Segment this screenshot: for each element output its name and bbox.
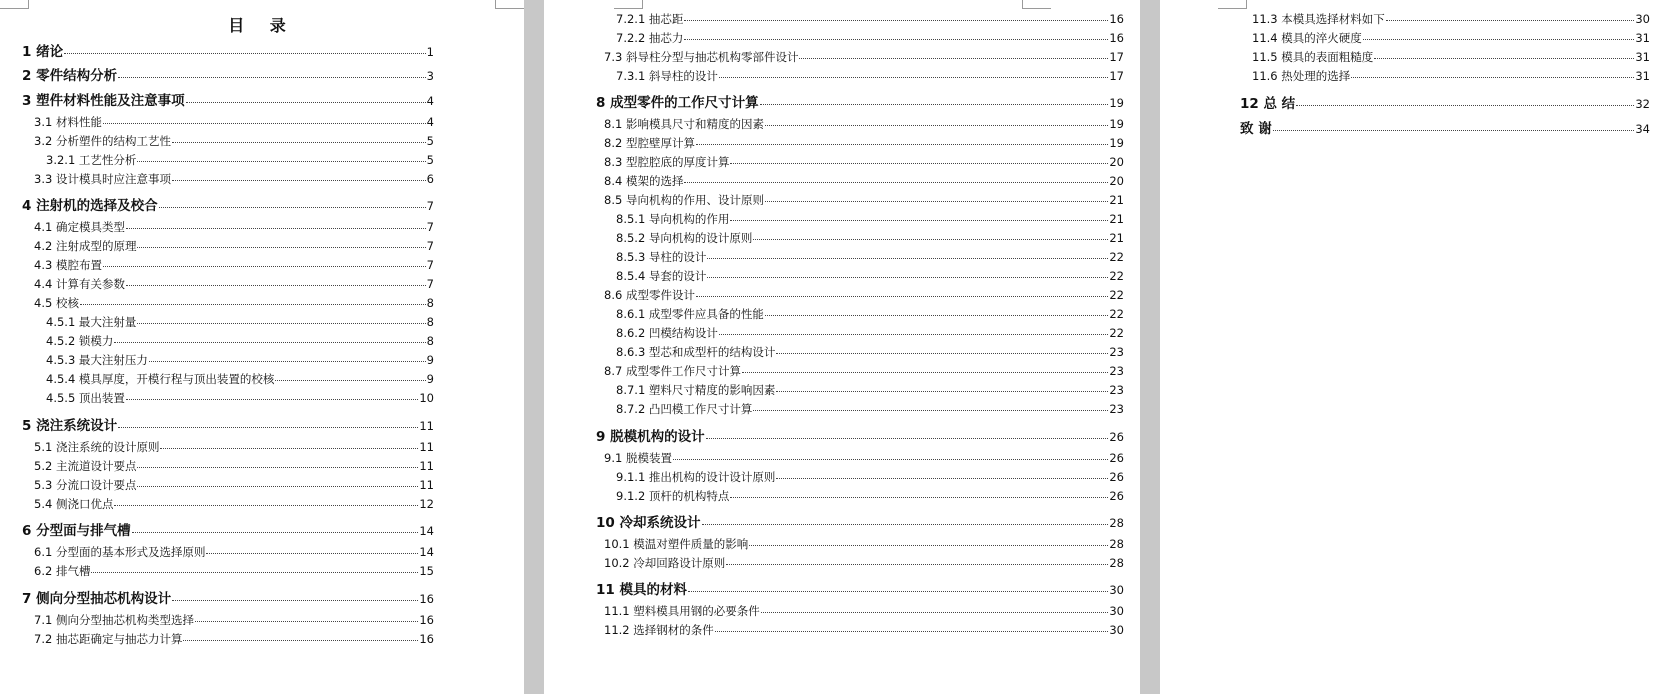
toc-entry[interactable] — [46, 352, 434, 368]
toc-entry[interactable] — [1252, 11, 1650, 27]
toc-entry-page-number: 3 — [426, 69, 434, 83]
document-page-2 — [544, 0, 1140, 694]
toc-entry-page-number: 21 — [1109, 193, 1124, 207]
dot-leader — [118, 76, 426, 78]
toc-entry-page-number: 4 — [426, 115, 434, 129]
toc-entry-label: 8.5.4 导套的设计 — [616, 269, 707, 283]
toc-entry-page-number: 9 — [426, 353, 434, 367]
toc-entry[interactable] — [616, 488, 1124, 504]
toc-entry-label: 4.5.3 最大注射压力 — [46, 353, 148, 367]
toc-entry[interactable] — [604, 49, 1124, 65]
toc-entry-page-number: 5 — [426, 134, 434, 148]
toc-entry-label: 7.2.2 抽芯力 — [616, 31, 684, 45]
dot-leader — [1374, 57, 1634, 59]
dot-leader — [103, 265, 426, 267]
dot-leader — [684, 38, 1108, 40]
dot-leader — [1363, 38, 1635, 40]
dot-leader — [137, 160, 425, 162]
toc-entry-page-number: 7 — [426, 199, 434, 213]
toc-entry-page-number: 22 — [1109, 250, 1124, 264]
toc-entry-page-number: 34 — [1635, 122, 1650, 136]
toc-entry[interactable] — [604, 154, 1124, 170]
crop-mark — [0, 0, 29, 9]
document-page-3 — [1160, 0, 1673, 694]
toc-entry-label: 9 脱模机构的设计 — [596, 429, 705, 445]
toc-entry[interactable] — [46, 371, 434, 387]
toc-entry-label: 致 谢 — [1240, 121, 1272, 137]
dot-leader — [707, 276, 1108, 278]
toc-entry[interactable] — [22, 40, 434, 60]
toc-entry[interactable] — [34, 458, 434, 474]
toc-entry-label: 11.1 塑料模具用钢的必要条件 — [604, 604, 760, 618]
toc-entry-page-number: 23 — [1109, 345, 1124, 359]
toc-entry[interactable] — [46, 152, 434, 168]
toc-entry[interactable] — [616, 211, 1124, 227]
toc-entry-page-number: 26 — [1109, 470, 1124, 484]
toc-entry-page-number: 16 — [1109, 31, 1124, 45]
toc-entry-label: 8.6 成型零件设计 — [604, 288, 695, 302]
dot-leader — [195, 620, 418, 622]
toc-entry[interactable] — [616, 344, 1124, 360]
toc-entry-label: 6.1 分型面的基本形式及选择原则 — [34, 545, 206, 559]
toc-entry-page-number: 4 — [426, 94, 434, 108]
toc-entry-page-number: 11 — [419, 459, 434, 473]
toc-entry-page-number: 1 — [426, 45, 434, 59]
toc-entry-label: 11.4 模具的淬火硬度 — [1252, 31, 1362, 45]
crop-mark — [495, 0, 524, 9]
dot-leader — [749, 544, 1108, 546]
toc-entry[interactable] — [34, 631, 434, 647]
toc-title: 目 录 — [228, 16, 296, 35]
toc-entry-label: 11.3 本模具选择材料如下 — [1252, 12, 1385, 26]
dot-leader — [114, 504, 418, 506]
dot-leader — [118, 426, 418, 428]
toc-entry-label: 10 冷却系统设计 — [596, 515, 701, 531]
toc-entry[interactable] — [46, 390, 434, 406]
toc-entry-page-number: 31 — [1635, 50, 1650, 64]
toc-entry-page-number: 7 — [426, 220, 434, 234]
toc-entry-label: 4.5.1 最大注射量 — [46, 315, 137, 329]
dot-leader — [159, 206, 426, 208]
toc-entry-page-number: 16 — [419, 613, 434, 627]
dot-leader — [114, 341, 425, 343]
toc-entry-page-number: 30 — [1109, 583, 1124, 597]
toc-entry[interactable] — [34, 295, 434, 311]
toc-entry-label: 1 绪论 — [22, 44, 64, 60]
toc-entry-label: 9.1 脱模装置 — [604, 451, 672, 465]
toc-entry[interactable] — [604, 536, 1124, 552]
dot-leader — [206, 552, 418, 554]
dot-leader — [702, 523, 1109, 525]
dot-leader — [730, 496, 1108, 498]
dot-leader — [64, 52, 426, 54]
dot-leader — [799, 57, 1108, 59]
toc-entry[interactable] — [604, 287, 1124, 303]
toc-entry[interactable] — [596, 511, 1124, 531]
toc-entry[interactable] — [616, 249, 1124, 265]
toc-entry-page-number: 19 — [1109, 96, 1124, 110]
toc-entry-page-number: 16 — [419, 632, 434, 646]
dot-leader — [1386, 19, 1635, 21]
toc-entry[interactable] — [22, 587, 434, 607]
crop-mark — [1022, 0, 1051, 9]
toc-entry[interactable] — [22, 194, 434, 214]
toc-entry[interactable] — [616, 30, 1124, 46]
toc-entry-page-number: 30 — [1109, 623, 1124, 637]
toc-entry[interactable] — [34, 257, 434, 273]
toc-entry[interactable] — [1240, 92, 1650, 112]
toc-entry[interactable] — [616, 401, 1124, 417]
dot-leader — [126, 284, 426, 286]
dot-leader — [137, 466, 418, 468]
toc-entry[interactable] — [604, 135, 1124, 151]
toc-entry-page-number: 8 — [426, 334, 434, 348]
toc-entry[interactable] — [34, 276, 434, 292]
toc-entry-page-number: 12 — [419, 497, 434, 511]
toc-entry-page-number: 31 — [1635, 31, 1650, 45]
toc-entry[interactable] — [34, 133, 434, 149]
toc-entry-page-number: 22 — [1109, 288, 1124, 302]
toc-entry-page-number: 23 — [1109, 402, 1124, 416]
dot-leader — [186, 101, 426, 103]
dot-leader — [776, 352, 1108, 354]
dot-leader — [776, 390, 1108, 392]
dot-leader — [715, 630, 1109, 632]
toc-entry[interactable] — [596, 578, 1124, 598]
dot-leader — [183, 639, 418, 641]
toc-entry-label: 6.2 排气槽 — [34, 564, 91, 578]
toc-entry-label: 7.3 斜导柱分型与抽芯机构零部件设计 — [604, 50, 799, 64]
toc-entry-label: 3.2 分析塑件的结构工艺性 — [34, 134, 171, 148]
dot-leader — [688, 590, 1108, 592]
dot-leader — [149, 360, 426, 362]
dot-leader — [719, 333, 1108, 335]
toc-entry[interactable] — [596, 91, 1124, 111]
toc-entry[interactable] — [604, 192, 1124, 208]
toc-entry-label: 5.2 主流道设计要点 — [34, 459, 137, 473]
dot-leader — [719, 76, 1108, 78]
toc-entry-label: 2 零件结构分析 — [22, 68, 118, 84]
toc-entry-label: 11 模具的材料 — [596, 582, 687, 598]
toc-entry[interactable] — [22, 414, 434, 434]
toc-entry[interactable] — [1240, 117, 1650, 137]
toc-entry[interactable] — [46, 314, 434, 330]
dot-leader — [91, 571, 418, 573]
toc-entry-label: 8.4 模架的选择 — [604, 174, 684, 188]
dot-leader — [760, 103, 1109, 105]
toc-entry-page-number: 28 — [1109, 537, 1124, 551]
toc-entry-label: 8.5.1 导向机构的作用 — [616, 212, 730, 226]
toc-entry-label: 8.7.1 塑料尺寸精度的影响因素 — [616, 383, 776, 397]
toc-entry-page-number: 14 — [419, 545, 434, 559]
toc-entry-label: 9.1.2 顶杆的机构特点 — [616, 489, 730, 503]
dot-leader — [80, 303, 426, 305]
dot-leader — [1296, 104, 1634, 106]
toc-entry[interactable] — [46, 333, 434, 349]
toc-entry-page-number: 23 — [1109, 364, 1124, 378]
toc-entry-label: 8.7.2 凸凹模工作尺寸计算 — [616, 402, 753, 416]
toc-entry[interactable] — [34, 544, 434, 560]
toc-entry[interactable] — [604, 363, 1124, 379]
toc-entry[interactable] — [34, 114, 434, 130]
toc-entry-page-number: 22 — [1109, 326, 1124, 340]
crop-mark — [1218, 0, 1247, 9]
toc-entry-page-number: 19 — [1109, 136, 1124, 150]
toc-entry-page-number: 30 — [1109, 604, 1124, 618]
toc-entry-page-number: 11 — [419, 478, 434, 492]
dot-leader — [707, 257, 1108, 259]
toc-entry-page-number: 17 — [1109, 50, 1124, 64]
toc-entry[interactable] — [22, 64, 434, 84]
dot-leader — [730, 162, 1108, 164]
dot-leader — [765, 200, 1108, 202]
toc-entry-label: 8.5.3 导柱的设计 — [616, 250, 707, 264]
toc-entry-label: 4.3 模腔布置 — [34, 258, 102, 272]
document-page-1 — [0, 0, 524, 694]
toc-entry[interactable] — [34, 439, 434, 455]
dot-leader — [1273, 129, 1635, 131]
dot-leader — [726, 563, 1108, 565]
toc-entry[interactable] — [604, 116, 1124, 132]
toc-entry[interactable] — [34, 238, 434, 254]
toc-entry-label: 7.2 抽芯距确定与抽芯力计算 — [34, 632, 183, 646]
toc-entry-label: 6 分型面与排气槽 — [22, 523, 131, 539]
toc-entry-page-number: 19 — [1109, 117, 1124, 131]
toc-entry-label: 7.2.1 抽芯距 — [616, 12, 684, 26]
toc-entry-label: 3.3 设计模具时应注意事项 — [34, 172, 171, 186]
toc-entry-page-number: 21 — [1109, 231, 1124, 245]
dot-leader — [765, 124, 1108, 126]
toc-entry-label: 3.1 材料性能 — [34, 115, 102, 129]
dot-leader — [172, 141, 426, 143]
toc-entry[interactable] — [604, 555, 1124, 571]
toc-entry[interactable] — [22, 89, 434, 109]
toc-entry-label: 5.4 侧浇口优点 — [34, 497, 114, 511]
toc-entry-label: 4.4 计算有关参数 — [34, 277, 125, 291]
toc-entry[interactable] — [34, 563, 434, 579]
toc-entry-label: 4.5 校核 — [34, 296, 79, 310]
dot-leader — [137, 246, 425, 248]
toc-entry[interactable] — [34, 219, 434, 235]
toc-entry-label: 7 侧向分型抽芯机构设计 — [22, 591, 172, 607]
toc-entry-page-number: 10 — [419, 391, 434, 405]
toc-entry[interactable] — [1252, 49, 1650, 65]
dot-leader — [706, 437, 1109, 439]
toc-entry-label: 3.2.1 工艺性分析 — [46, 153, 137, 167]
dot-leader — [1351, 76, 1634, 78]
toc-entry-page-number: 8 — [426, 315, 434, 329]
toc-entry-page-number: 28 — [1109, 516, 1124, 530]
toc-entry-label: 4.5.2 锁模力 — [46, 334, 114, 348]
toc-entry-page-number: 17 — [1109, 69, 1124, 83]
dot-leader — [132, 531, 419, 533]
toc-entry-page-number: 7 — [426, 258, 434, 272]
toc-entry-label: 4 注射机的选择及校合 — [22, 198, 158, 214]
toc-entry[interactable] — [616, 230, 1124, 246]
toc-entry-label: 7.3.1 斜导柱的设计 — [616, 69, 718, 83]
toc-entry[interactable] — [1252, 68, 1650, 84]
toc-entry[interactable] — [616, 11, 1124, 27]
dot-leader — [684, 19, 1108, 21]
dot-leader — [673, 458, 1108, 460]
toc-entry-label: 4.1 确定模具类型 — [34, 220, 125, 234]
toc-entry-label: 3 塑件材料性能及注意事项 — [22, 93, 185, 109]
crop-mark — [614, 0, 643, 9]
toc-entry[interactable] — [604, 622, 1124, 638]
toc-entry-label: 8.6.1 成型零件应具备的性能 — [616, 307, 764, 321]
toc-entry-page-number: 26 — [1109, 430, 1124, 444]
dot-leader — [761, 611, 1109, 613]
dot-leader — [742, 371, 1108, 373]
toc-entry-page-number: 21 — [1109, 212, 1124, 226]
dot-leader — [103, 122, 426, 124]
dot-leader — [160, 447, 418, 449]
toc-entry-page-number: 8 — [426, 296, 434, 310]
toc-entry-label: 11.5 模具的表面粗糙度 — [1252, 50, 1374, 64]
dot-leader — [137, 485, 418, 487]
toc-entry-label: 12 总 结 — [1240, 96, 1296, 112]
toc-entry[interactable] — [34, 496, 434, 512]
toc-entry-label: 7.1 侧向分型抽芯机构类型选择 — [34, 613, 194, 627]
dot-leader — [753, 409, 1108, 411]
toc-entry-page-number: 31 — [1635, 69, 1650, 83]
toc-entry-label: 11.6 热处理的选择 — [1252, 69, 1351, 83]
toc-entry[interactable] — [34, 477, 434, 493]
toc-entry-label: 8.6.2 凹模结构设计 — [616, 326, 718, 340]
dot-leader — [730, 219, 1108, 221]
toc-entry-page-number: 32 — [1635, 97, 1650, 111]
toc-entry[interactable] — [1252, 30, 1650, 46]
toc-entry-page-number: 16 — [1109, 12, 1124, 26]
dot-leader — [126, 227, 426, 229]
toc-entry[interactable] — [34, 171, 434, 187]
toc-entry-page-number: 7 — [426, 239, 434, 253]
dot-leader — [776, 477, 1108, 479]
dot-leader — [753, 238, 1108, 240]
dot-leader — [137, 322, 425, 324]
dot-leader — [696, 295, 1108, 297]
toc-entry-page-number: 9 — [426, 372, 434, 386]
dot-leader — [275, 379, 425, 381]
toc-entry-page-number: 23 — [1109, 383, 1124, 397]
toc-entry-page-number: 20 — [1109, 155, 1124, 169]
toc-entry-label: 5.3 分流口设计要点 — [34, 478, 137, 492]
toc-entry-label: 8.2 型腔壁厚计算 — [604, 136, 695, 150]
toc-entry[interactable] — [616, 306, 1124, 322]
toc-entry[interactable] — [616, 68, 1124, 84]
toc-entry-label: 8.5 导向机构的作用、设计原则 — [604, 193, 764, 207]
dot-leader — [684, 181, 1108, 183]
dot-leader — [765, 314, 1108, 316]
toc-entry-page-number: 30 — [1635, 12, 1650, 26]
toc-entry-page-number: 20 — [1109, 174, 1124, 188]
toc-entry-label: 8 成型零件的工作尺寸计算 — [596, 95, 759, 111]
toc-entry[interactable] — [604, 173, 1124, 189]
toc-entry-label: 5.1 浇注系统的设计原则 — [34, 440, 160, 454]
toc-entry-page-number: 26 — [1109, 489, 1124, 503]
toc-entry-label: 4.5.4 模具厚度，开模行程与顶出装置的校核 — [46, 372, 275, 386]
toc-entry-page-number: 5 — [426, 153, 434, 167]
toc-entry-page-number: 14 — [419, 524, 434, 538]
toc-entry-label: 8.6.3 型芯和成型杆的结构设计 — [616, 345, 776, 359]
toc-entry-page-number: 11 — [419, 419, 434, 433]
toc-entry-page-number: 7 — [426, 277, 434, 291]
toc-entry-page-number: 26 — [1109, 451, 1124, 465]
toc-entry-page-number: 6 — [426, 172, 434, 186]
toc-entry-page-number: 15 — [419, 564, 434, 578]
toc-entry-label: 8.5.2 导向机构的设计原则 — [616, 231, 753, 245]
dot-leader — [696, 143, 1108, 145]
toc-entry-label: 10.2 冷却回路设计原则 — [604, 556, 726, 570]
toc-entry-label: 8.1 影响模具尺寸和精度的因素 — [604, 117, 764, 131]
dot-leader — [172, 599, 418, 601]
toc-entry[interactable] — [22, 519, 434, 539]
toc-entry[interactable] — [596, 425, 1124, 445]
toc-entry[interactable] — [616, 268, 1124, 284]
toc-entry-page-number: 16 — [419, 592, 434, 606]
toc-entry-page-number: 22 — [1109, 307, 1124, 321]
dot-leader — [172, 179, 426, 181]
toc-entry-label: 11.2 选择钢材的条件 — [604, 623, 714, 637]
toc-entry-label: 10.1 模温对塑件质量的影响 — [604, 537, 749, 551]
toc-entry[interactable] — [34, 612, 434, 628]
toc-entry-label: 4.5.5 顶出装置 — [46, 391, 125, 405]
toc-entry-label: 8.3 型腔腔底的厚度计算 — [604, 155, 730, 169]
toc-entry-page-number: 22 — [1109, 269, 1124, 283]
toc-entry-label: 8.7 成型零件工作尺寸计算 — [604, 364, 741, 378]
toc-entry-label: 4.2 注射成型的原理 — [34, 239, 137, 253]
toc-entry-label: 5 浇注系统设计 — [22, 418, 118, 434]
toc-entry[interactable] — [616, 469, 1124, 485]
toc-entry-label: 9.1.1 推出机构的设计设计原则 — [616, 470, 776, 484]
toc-entry-page-number: 11 — [419, 440, 434, 454]
toc-entry-page-number: 28 — [1109, 556, 1124, 570]
toc-entry[interactable] — [616, 325, 1124, 341]
dot-leader — [126, 398, 418, 400]
toc-entry[interactable] — [604, 450, 1124, 466]
toc-entry[interactable] — [616, 382, 1124, 398]
toc-entry[interactable] — [604, 603, 1124, 619]
